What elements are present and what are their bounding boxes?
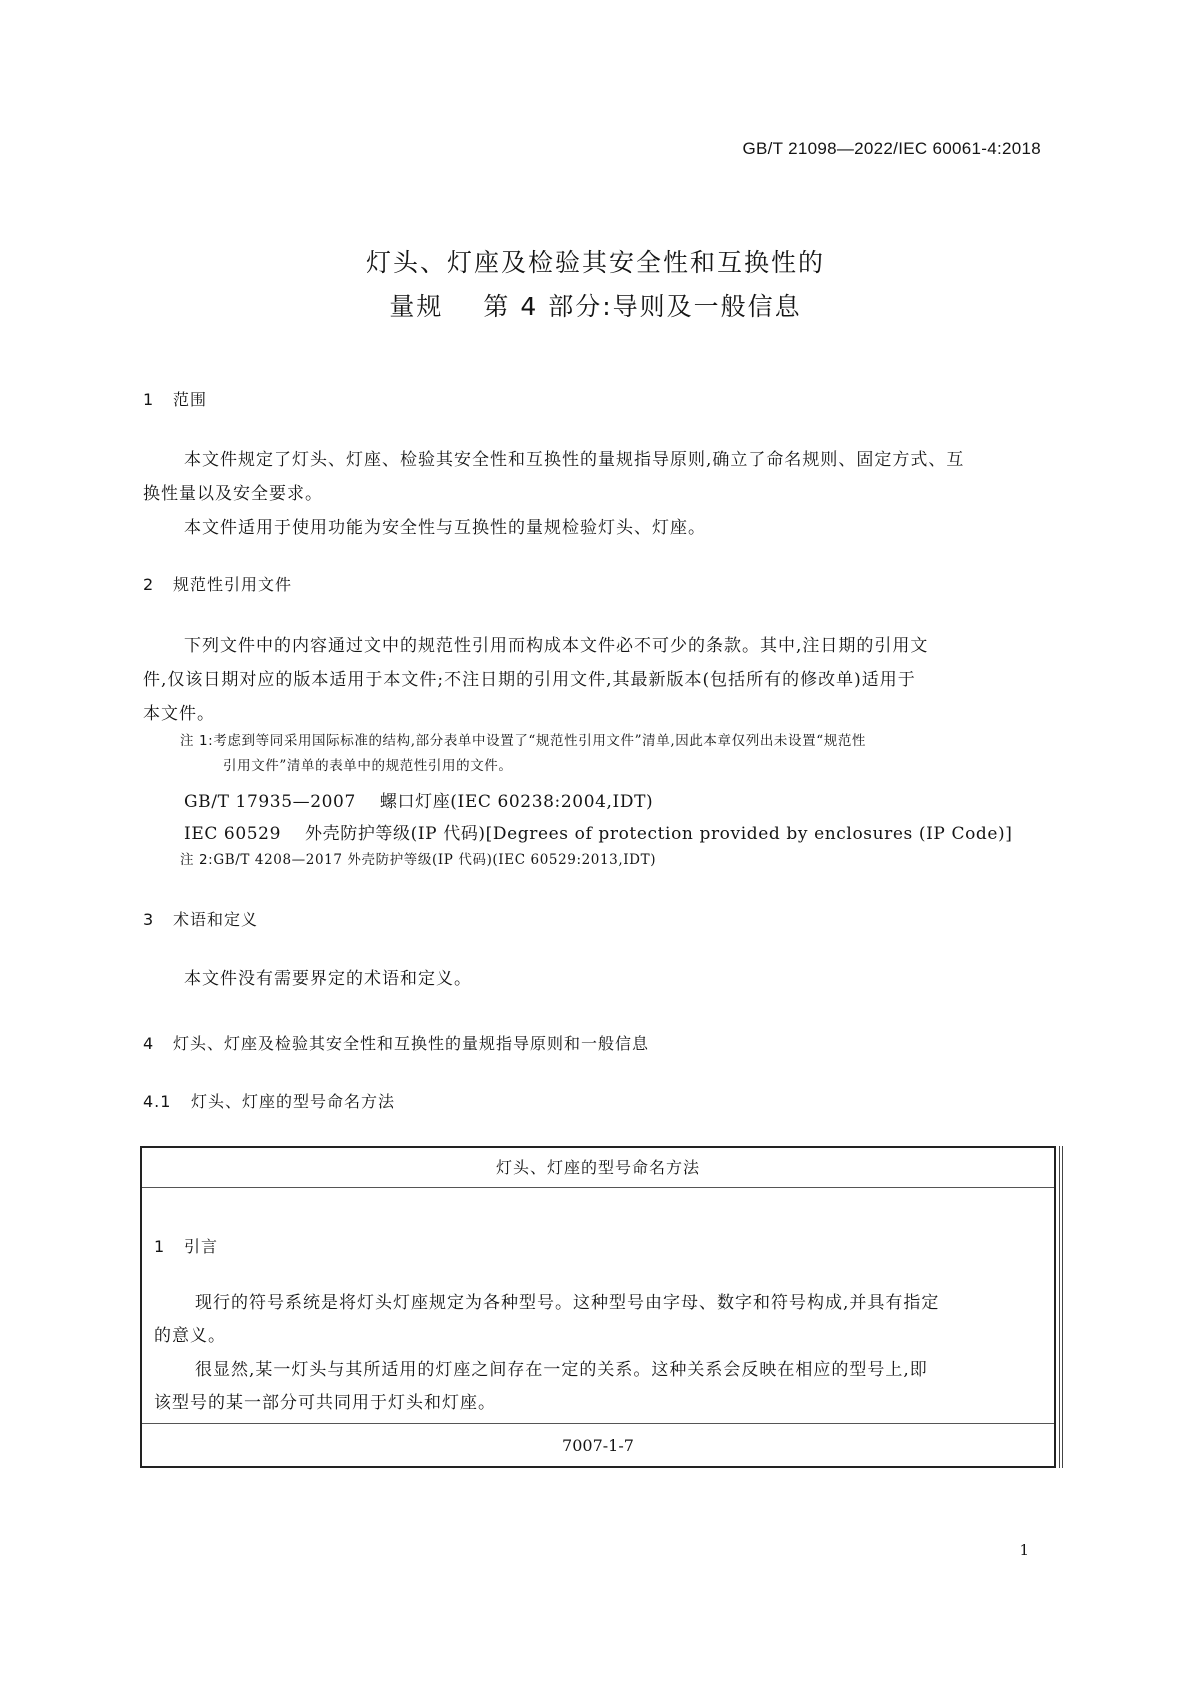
document-title-line-2 [0, 287, 1191, 323]
section-title: 范围 [173, 390, 208, 409]
reference-title: 螺口灯座(IEC 60238:2004,IDT) [379, 792, 654, 812]
section-3-heading [143, 907, 258, 930]
subsection-number: 4.1 [143, 1092, 172, 1111]
title-part-b: 第 4 部分:导则及一般信息 [483, 292, 802, 321]
section-number: 1 [143, 390, 155, 409]
s1-paragraph-1-line-2: 换性量以及安全要求。 [143, 484, 323, 504]
section-2-heading [143, 572, 292, 595]
reference-code: IEC 60529 [184, 824, 282, 844]
s1-paragraph-2: 本文件适用于使用功能为安全性与互换性的量规检验灯头、灯座。 [184, 518, 706, 538]
subsection-title: 灯头、灯座的型号命名方法 [191, 1092, 396, 1111]
section-1-heading [143, 387, 207, 410]
note-text: GB/T 4208—2017 外壳防护等级(IP 代码)(IEC 60529:2013,IDT) [213, 852, 657, 868]
sheet-section-number: 1 [154, 1237, 166, 1256]
note-text: 考虑到等同采用国际标准的结构,部分表单中设置了“规范性引用文件”清单,因此本章仅列出未设置“规范性 [213, 733, 867, 749]
s2-paragraph-line-3: 本文件。 [143, 704, 215, 724]
section-4-heading [143, 1031, 649, 1054]
s1-paragraph-1-line-1: 本文件规定了灯头、灯座、检验其安全性和互换性的量规指导原则,确立了命名规则、固定方式、互 [184, 450, 965, 470]
s2-paragraph-line-1: 下列文件中的内容通过文中的规范性引用而构成本文件必不可少的条款。其中,注日期的引用文 [184, 636, 929, 656]
sheet-header: 灯头、灯座的型号命名方法 [142, 1148, 1054, 1188]
section-title: 灯头、灯座及检验其安全性和互换性的量规指导原则和一般信息 [173, 1034, 650, 1053]
sheet-paragraph-2-line-1: 很显然,某一灯头与其所适用的灯座之间存在一定的关系。这种关系会反映在相应的型号上,即 [195, 1360, 928, 1380]
section-number: 2 [143, 575, 155, 594]
note-2 [180, 848, 656, 873]
section-4-1-heading [143, 1089, 395, 1112]
note-label: 注 1: [180, 733, 214, 749]
note-label: 注 2: [180, 852, 214, 868]
sheet-section-title: 引言 [184, 1237, 219, 1256]
sheet-section-heading [154, 1234, 218, 1257]
section-number: 3 [143, 910, 155, 929]
s2-paragraph-line-2: 件,仅该日期对应的版本适用于本文件;不注日期的引用文件,其最新版本(包括所有的修改单)适用于 [143, 670, 916, 690]
standard-sheet-box [140, 1146, 1056, 1468]
sheet-margin-rule [1059, 1146, 1063, 1468]
standard-code: GB/T 21098—2022/IEC 60061-4:2018 [742, 139, 1041, 158]
page-number: 1 [1019, 1541, 1029, 1559]
sheet-paragraph-1-line-1: 现行的符号系统是将灯头灯座规定为各种型号。这种型号由字母、数字和符号构成,并具有指定 [195, 1293, 940, 1313]
sheet-number: 7007-1-7 [142, 1423, 1054, 1466]
section-title: 术语和定义 [173, 910, 259, 929]
reference-code: GB/T 17935—2007 [184, 792, 356, 812]
section-number: 4 [143, 1034, 155, 1053]
sheet-paragraph-1-line-2: 的意义。 [154, 1326, 226, 1346]
document-title-line-1: 灯头、灯座及检验其安全性和互换性的 [365, 248, 825, 277]
reference-2 [184, 819, 1013, 844]
sheet-paragraph-2-line-2: 该型号的某一部分可共同用于灯头和灯座。 [154, 1393, 496, 1413]
note-1-line-2: 引用文件”清单的表单中的规范性引用的文件。 [223, 758, 513, 774]
note-1-line-1 [180, 729, 866, 754]
s3-paragraph: 本文件没有需要界定的术语和定义。 [184, 969, 472, 989]
reference-1 [184, 787, 653, 812]
section-title: 规范性引用文件 [173, 575, 293, 594]
reference-title: 外壳防护等级(IP 代码)[Degrees of protection provided by enclosures (IP Code)] [305, 824, 1013, 844]
title-part-a: 量规 [389, 292, 444, 321]
